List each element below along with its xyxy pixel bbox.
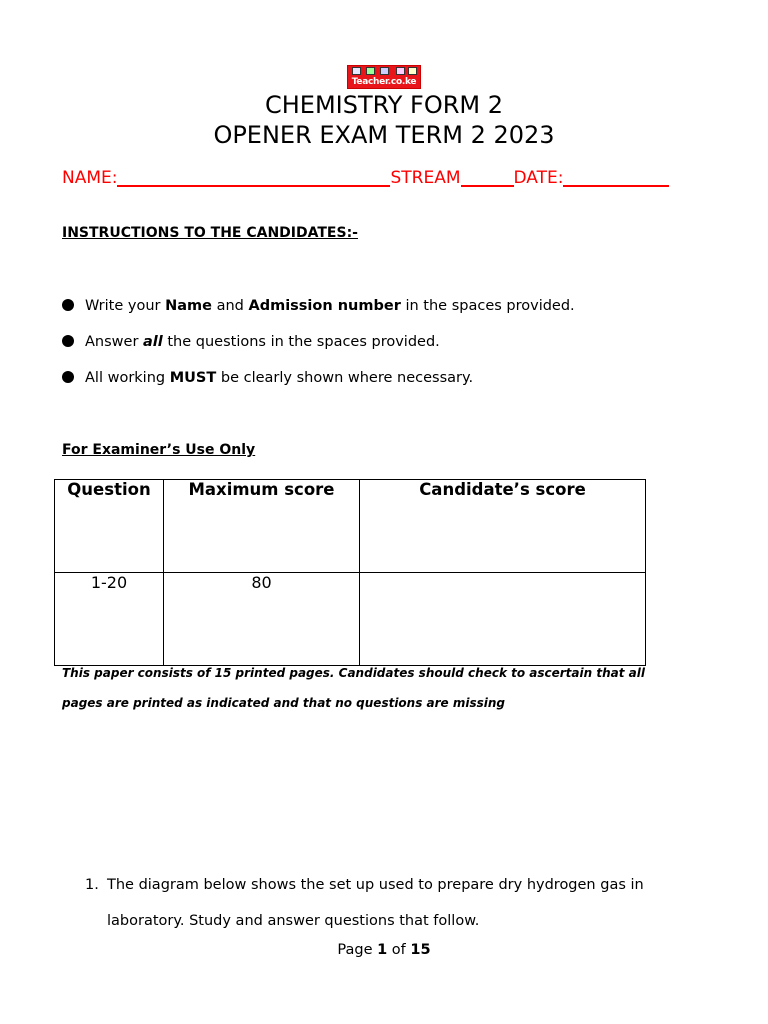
instruction-item [62,296,575,316]
name-label: NAME: [62,168,118,188]
page-number: 1 [377,942,388,958]
bullet-icon [62,299,74,311]
date-field[interactable] [563,167,669,187]
bullet-icon [62,371,74,383]
page-label: Page [337,942,378,958]
table-row [55,573,646,666]
books-icon [350,67,418,77]
instruction-bold: MUST [169,370,217,386]
cell-max-score: 80 [164,573,360,666]
instructions-heading: INSTRUCTIONS TO THE CANDIDATES:- [62,225,358,241]
instruction-emphasis: all [143,334,163,350]
page-footer [0,940,768,960]
examiner-heading: For Examiner’s Use Only [62,442,256,458]
table-header-row [55,480,646,573]
exam-title-line1: CHEMISTRY FORM 2 [264,91,504,119]
column-header-candidate-score: Candidate’s score [360,480,646,573]
question-text-line1: The diagram below shows the set up used to prepare dry hydrogen gas in [107,877,644,893]
instruction-item [62,332,440,352]
cell-candidate-score[interactable] [360,573,646,666]
instruction-text: Answer [85,334,144,350]
of-label: of [387,942,411,958]
instruction-bold: Name [165,298,212,314]
instruction-text: be clearly shown where necessary. [216,370,474,386]
paper-note-line2: pages are printed as indicated and that no questions are missing [62,696,506,710]
instruction-bold: Admission number [248,298,401,314]
instruction-text: All working [85,370,170,386]
logo-text: Teacher.co.ke [351,77,417,87]
instruction-text: in the spaces provided. [400,298,575,314]
exam-title-line2: OPENER EXAM TERM 2 2023 [213,121,555,149]
publisher-logo [347,65,421,89]
name-field[interactable] [117,167,390,187]
stream-label: STREAM [390,168,461,188]
page-total: 15 [410,942,431,958]
instruction-text: Write your [85,298,166,314]
question-number: 1. [85,877,99,893]
column-header-question: Question [55,480,164,573]
instruction-text: the questions in the spaces provided. [162,334,440,350]
cell-question: 1-20 [55,573,164,666]
question-text-line2: laboratory. Study and answer questions that follow. [107,913,480,929]
bullet-icon [62,335,74,347]
candidate-details-row [62,166,669,190]
paper-note-line1: This paper consists of 15 printed pages. Candidates should check to ascertain that all [62,666,645,680]
instruction-item [62,368,473,388]
instruction-text: and [211,298,249,314]
date-label: DATE: [513,168,564,188]
score-table [54,479,646,666]
column-header-max-score: Maximum score [164,480,360,573]
stream-field[interactable] [461,167,514,187]
